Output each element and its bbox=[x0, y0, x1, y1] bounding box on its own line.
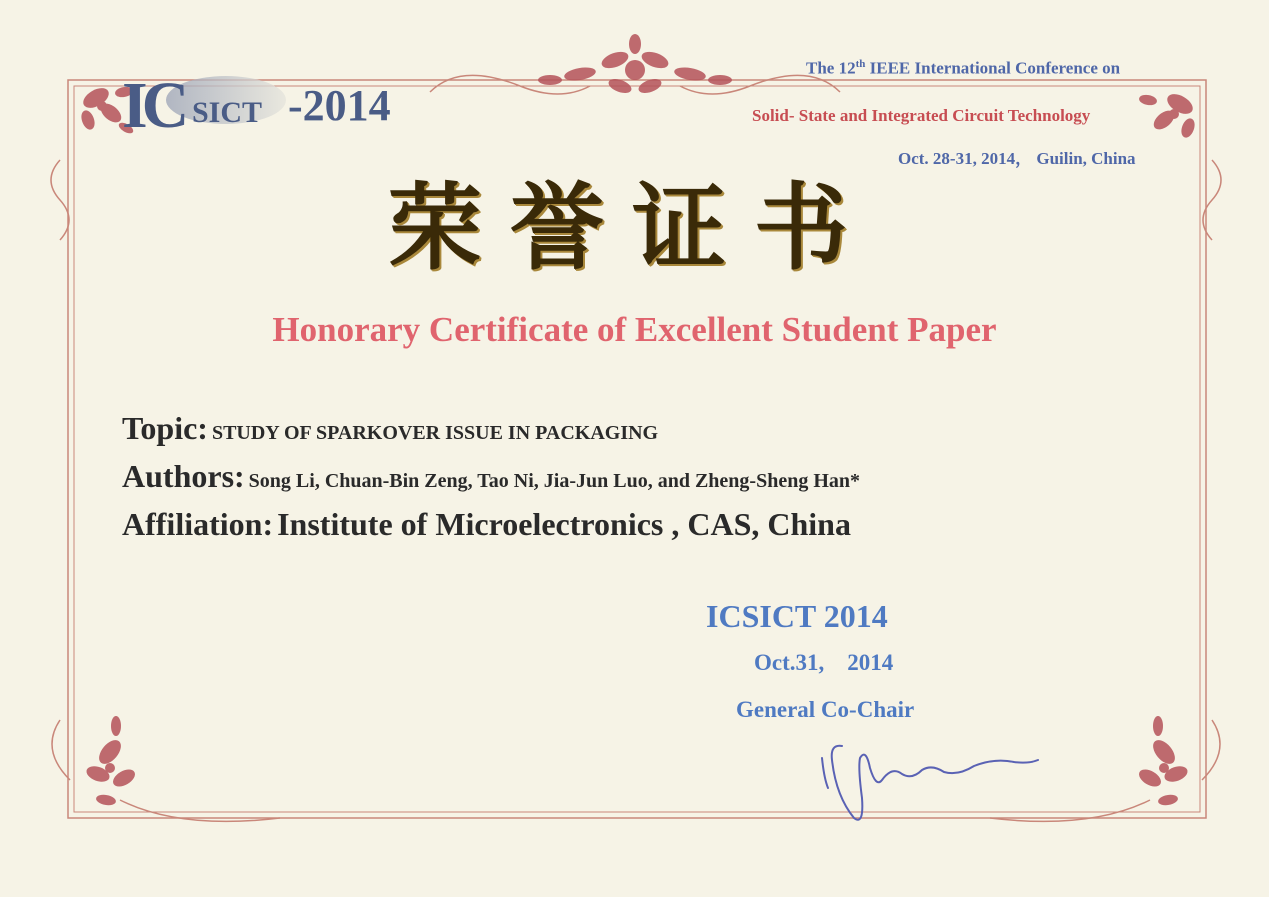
logo-year-text: -2014 bbox=[288, 81, 391, 130]
conference-name-rest: IEEE International Conference on bbox=[865, 58, 1121, 78]
flower-ornament-top-center-icon bbox=[520, 30, 750, 110]
affiliation-label: Affiliation: bbox=[122, 506, 274, 542]
icsict-logo bbox=[122, 66, 432, 142]
authors-row bbox=[122, 458, 860, 495]
signature-organization: ICSICT 2014 bbox=[706, 598, 888, 634]
signature-role: General Co-Chair bbox=[736, 697, 915, 722]
conference-edition: The 12 bbox=[806, 58, 856, 78]
chinese-title: 荣誉证书 bbox=[388, 174, 877, 283]
handwritten-signature bbox=[812, 738, 1062, 828]
logo-sict-text: SICT bbox=[192, 96, 263, 129]
affiliation-value: Institute of Microelectronics , CAS, China bbox=[277, 506, 851, 542]
authors-label: Authors: bbox=[122, 458, 245, 494]
flower-ornament-bottom-right-icon bbox=[1114, 712, 1204, 822]
conference-name-line1 bbox=[806, 58, 1120, 79]
affiliation-row bbox=[122, 506, 851, 543]
topic-value: STUDY OF SPARKOVER ISSUE IN PACKAGING bbox=[211, 422, 659, 444]
flower-ornament-bottom-left-icon bbox=[70, 712, 160, 822]
conference-edition-suffix: th bbox=[855, 58, 866, 70]
conference-name-line2: Solid- State and Integrated Circuit Technology bbox=[752, 106, 1091, 125]
logo-ic-text: IC bbox=[122, 69, 184, 142]
certificate-title: Honorary Certificate of Excellent Student Paper bbox=[272, 310, 997, 349]
signature-date: Oct.31, 2014 bbox=[754, 650, 894, 675]
topic-label: Topic: bbox=[122, 410, 208, 446]
topic-row bbox=[122, 410, 658, 447]
authors-value: Song Li, Chuan-Bin Zeng, Tao Ni, Jia-Jun Luo, and Zheng-Sheng Han* bbox=[248, 470, 861, 492]
conference-date-location: Oct. 28-31, 2014， Guilin, China bbox=[898, 149, 1136, 168]
